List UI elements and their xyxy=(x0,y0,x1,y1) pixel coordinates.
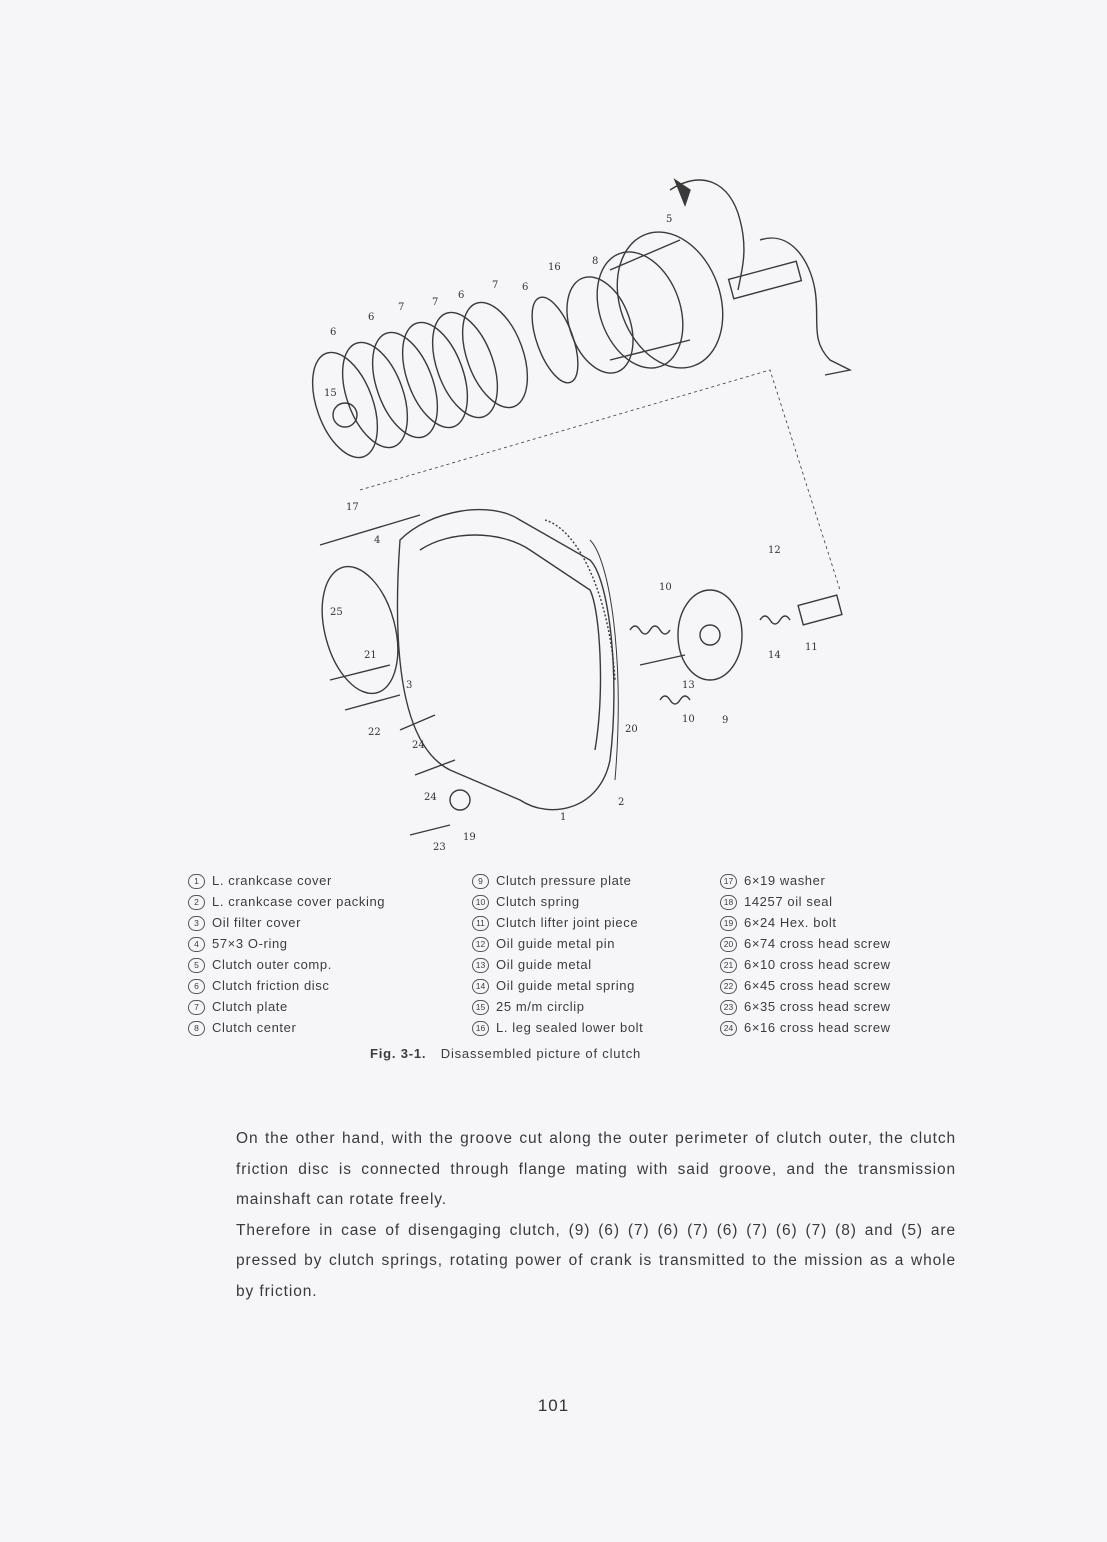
disc-5 xyxy=(420,304,510,427)
legend-number: 18 xyxy=(720,895,737,910)
legend-text: L. leg sealed lower bolt xyxy=(496,1020,644,1035)
legend-item xyxy=(720,870,960,891)
callout-label: 10 xyxy=(682,714,695,725)
legend-number: 21 xyxy=(720,958,737,973)
callout-label: 7 xyxy=(398,302,405,313)
legend-number: 2 xyxy=(188,895,205,910)
legend-number: 23 xyxy=(720,1000,737,1015)
callout-label: 6 xyxy=(330,327,337,338)
legend-number: 8 xyxy=(188,1021,205,1036)
body-text xyxy=(236,1124,956,1307)
legend-number: 9 xyxy=(472,874,489,889)
legend-text: 57×3 O-ring xyxy=(212,936,288,951)
cover-packing xyxy=(590,540,618,780)
legend-item xyxy=(472,1017,732,1038)
crankcase-cover xyxy=(397,510,613,810)
disc-2 xyxy=(330,334,420,457)
legend-item xyxy=(720,975,960,996)
oil-filter-cover xyxy=(309,558,413,702)
legend-item xyxy=(720,1017,960,1038)
callout-label: 6 xyxy=(458,290,465,301)
legend-text: Clutch center xyxy=(212,1020,297,1035)
legend-text: Oil guide metal pin xyxy=(496,936,616,951)
callout-label: 19 xyxy=(463,832,476,843)
legend-text: L. crankcase cover xyxy=(212,873,332,888)
callout-label: 20 xyxy=(625,724,638,735)
callout-label: 6 xyxy=(522,282,529,293)
legend-number: 4 xyxy=(188,937,205,952)
callout-label: 5 xyxy=(666,214,673,225)
legend-item xyxy=(720,912,960,933)
legend-number: 1 xyxy=(188,874,205,889)
callout-label: 23 xyxy=(433,842,446,853)
legend-item xyxy=(188,954,438,975)
callout-label: 16 xyxy=(548,262,561,273)
legend-item xyxy=(472,954,732,975)
legend-item xyxy=(188,891,438,912)
legend-number: 10 xyxy=(472,895,489,910)
lifter-joint xyxy=(798,595,842,625)
legend-item xyxy=(720,933,960,954)
o-ring xyxy=(523,292,588,389)
callout-label: 1 xyxy=(560,812,567,823)
page-number: 101 xyxy=(537,1396,570,1415)
legend-text: Oil guide metal xyxy=(496,957,592,972)
callout-label: 10 xyxy=(659,582,672,593)
legend-number: 24 xyxy=(720,1021,737,1036)
legend-text: 6×35 cross head screw xyxy=(744,999,891,1014)
callout-label: 24 xyxy=(424,792,437,803)
legend-number: 16 xyxy=(472,1021,489,1036)
callout-label: 15 xyxy=(324,388,337,399)
long-bolt xyxy=(320,515,420,545)
legend-item xyxy=(720,954,960,975)
legend-text: Oil guide metal spring xyxy=(496,978,635,993)
legend-number: 13 xyxy=(472,958,489,973)
legend-item xyxy=(188,870,438,891)
legend-item xyxy=(472,996,732,1017)
legend-item xyxy=(720,996,960,1017)
legend-item xyxy=(472,912,732,933)
spring-2 xyxy=(760,616,790,624)
legend-column-3 xyxy=(720,870,960,1038)
legend-item xyxy=(472,891,732,912)
callout-label: 7 xyxy=(492,280,499,291)
legend-item xyxy=(188,933,438,954)
callout-label: 3 xyxy=(406,680,413,691)
legend-number: 15 xyxy=(472,1000,489,1015)
callout-labels xyxy=(324,214,818,853)
callout-label: 22 xyxy=(368,727,381,738)
legend-number: 20 xyxy=(720,937,737,952)
disc-1 xyxy=(300,344,390,467)
legend-number: 14 xyxy=(472,979,489,994)
legend-item xyxy=(188,912,438,933)
callout-label: 11 xyxy=(805,642,818,653)
callout-label: 8 xyxy=(592,256,599,267)
legend-text: 6×16 cross head screw xyxy=(744,1020,891,1035)
callout-label: 25 xyxy=(330,607,343,618)
legend-text: Clutch plate xyxy=(212,999,288,1014)
diagram-drawing xyxy=(290,160,860,860)
spring-1 xyxy=(630,626,670,634)
legend-number: 5 xyxy=(188,958,205,973)
callout-label: 2 xyxy=(618,797,625,808)
legend-item xyxy=(188,975,438,996)
callout-label: 24 xyxy=(412,740,425,751)
callout-label: 12 xyxy=(768,545,781,556)
disc-3 xyxy=(360,324,450,447)
legend-text: Clutch outer comp. xyxy=(212,957,332,972)
caption-label: Fig. 3-1. xyxy=(370,1046,427,1061)
disc-4 xyxy=(390,314,480,437)
legend-text: Clutch lifter joint piece xyxy=(496,915,639,930)
legend-number: 3 xyxy=(188,916,205,931)
legend-text: 14257 oil seal xyxy=(744,894,833,909)
legend-text: 25 m/m circlip xyxy=(496,999,585,1014)
paragraph-1: On the other hand, with the groove cut along the outer perimeter of clutch outer, the clutch friction disc is connected through flange mating with said groove, and the transmission mainshaft can rotate freely. xyxy=(236,1130,956,1208)
legend-item xyxy=(472,933,732,954)
legend-number: 11 xyxy=(472,916,489,931)
legend-number: 6 xyxy=(188,979,205,994)
figure-caption xyxy=(370,1046,790,1061)
legend-number: 19 xyxy=(720,916,737,931)
disc-6 xyxy=(450,294,540,417)
legend-text: Clutch friction disc xyxy=(212,978,330,993)
legend-text: Clutch pressure plate xyxy=(496,873,632,888)
callout-label: 4 xyxy=(374,535,381,546)
legend-text: L. crankcase cover packing xyxy=(212,894,386,909)
callout-label: 7 xyxy=(432,297,439,308)
pressure-plate xyxy=(678,590,742,680)
legend-item xyxy=(188,1017,438,1038)
callout-label: 17 xyxy=(346,502,359,513)
caption-text: Disassembled picture of clutch xyxy=(440,1046,642,1061)
legend-number: 17 xyxy=(720,874,737,889)
legend-text: Oil filter cover xyxy=(212,915,302,930)
callout-label: 6 xyxy=(368,312,375,323)
paragraph-2: Therefore in case of disengaging clutch, (9) (6) (7) (6) (7) (6) (7) (6) (7) (8) and (5) are pressed by clutch springs, rotating power of crank is transmitted to the mission as a whole by friction. xyxy=(236,1221,956,1300)
spring-3 xyxy=(660,696,690,704)
callout-label: 13 xyxy=(682,680,695,691)
shaft-cover-outline xyxy=(760,238,850,375)
legend-item xyxy=(472,975,732,996)
legend-column-2 xyxy=(472,870,732,1038)
legend-column-1 xyxy=(188,870,438,1038)
callout-label: 9 xyxy=(722,715,729,726)
clutch-exploded-diagram xyxy=(290,160,860,860)
legend-text: 6×19 washer xyxy=(744,873,826,888)
legend-number: 22 xyxy=(720,979,737,994)
callout-label: 21 xyxy=(364,650,377,661)
legend-text: 6×10 cross head screw xyxy=(744,957,891,972)
legend-text: 6×74 cross head screw xyxy=(744,936,891,951)
legend-text: 6×45 cross head screw xyxy=(744,978,891,993)
legend-number: 7 xyxy=(188,1000,205,1015)
legend-text: 6×24 Hex. bolt xyxy=(744,915,837,930)
legend-number: 12 xyxy=(472,937,489,952)
parts-legend xyxy=(188,870,948,1040)
legend-item xyxy=(188,996,438,1017)
callout-label: 14 xyxy=(768,650,781,661)
legend-item xyxy=(720,891,960,912)
legend-item xyxy=(472,870,732,891)
legend-text: Clutch spring xyxy=(496,894,580,909)
